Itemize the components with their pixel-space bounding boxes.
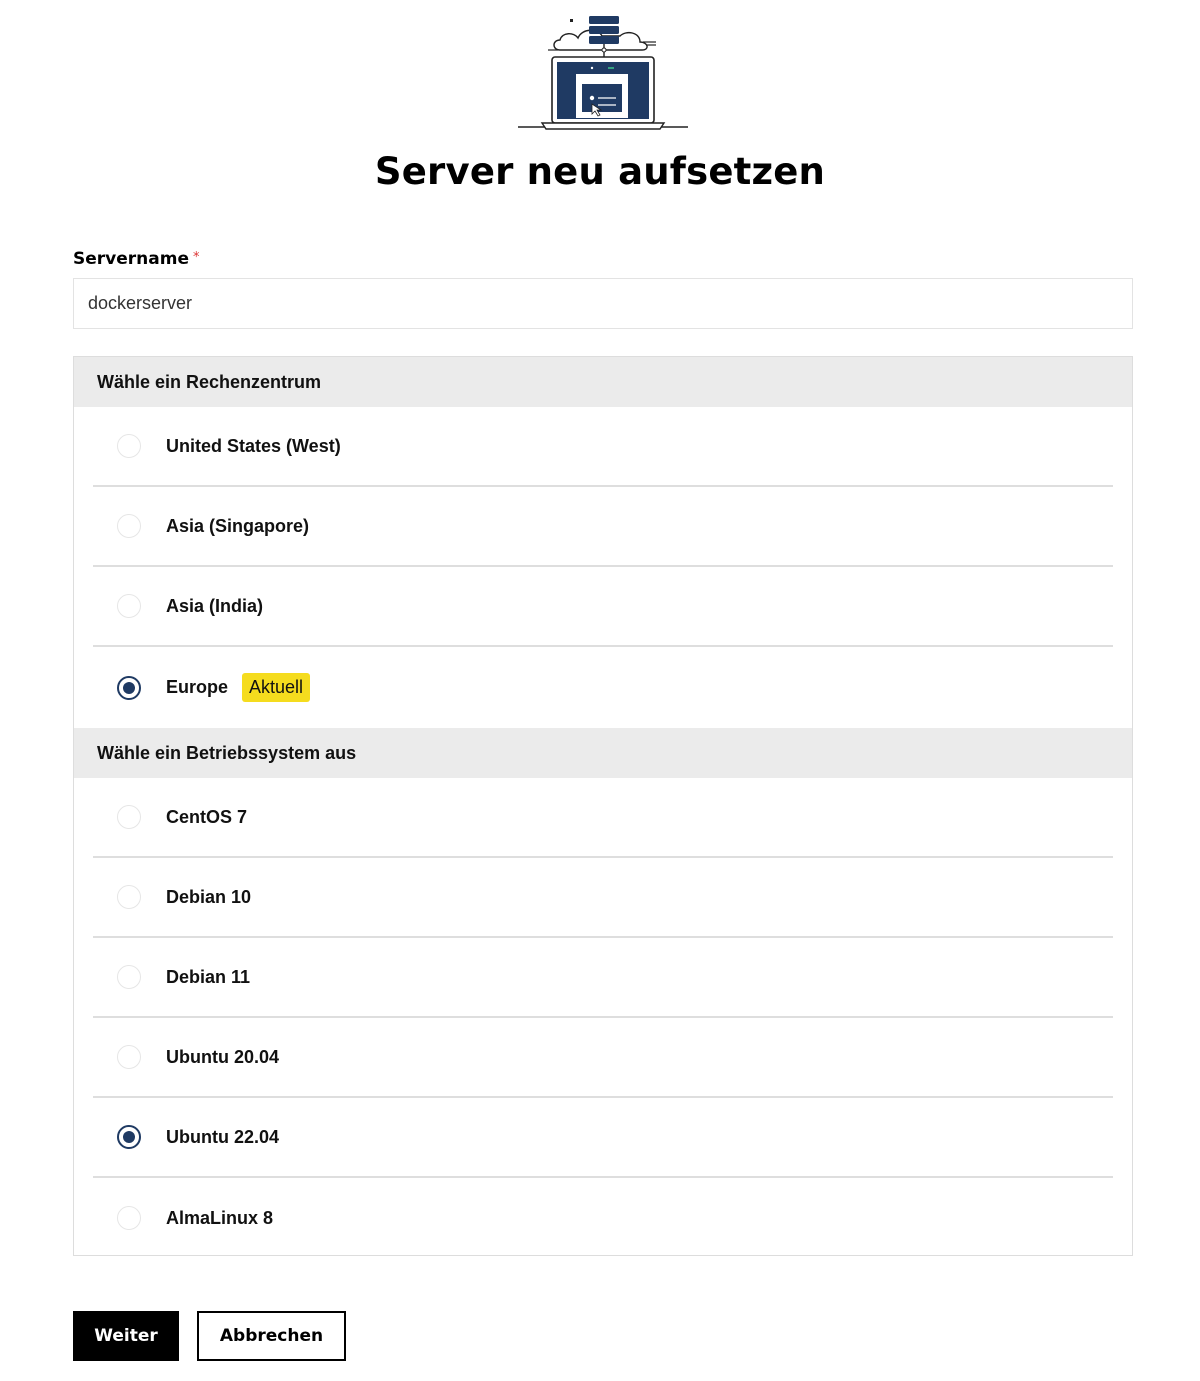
- datacenter-option-asia-singapore[interactable]: [93, 487, 1113, 567]
- required-mark: *: [192, 250, 200, 265]
- option-label: CentOS 7: [166, 806, 248, 827]
- os-option-ubuntu-22-04[interactable]: [93, 1098, 1113, 1178]
- os-options: [74, 778, 1132, 1258]
- radio-button[interactable]: [117, 885, 141, 909]
- radio-button-checked[interactable]: [117, 676, 141, 700]
- radio-button[interactable]: [117, 514, 141, 538]
- radio-button[interactable]: [117, 434, 141, 458]
- option-label: Asia (Singapore): [166, 515, 310, 536]
- next-button[interactable]: Weiter: [73, 1311, 179, 1361]
- option-label: United States (West): [166, 435, 341, 456]
- datacenter-option-us-west[interactable]: [93, 407, 1113, 487]
- os-option-centos-7[interactable]: [93, 778, 1113, 858]
- server-laptop-illustration-icon: [516, 12, 690, 134]
- option-label: Asia (India): [166, 595, 264, 616]
- radio-button[interactable]: [117, 965, 141, 989]
- option-label: Ubuntu 20.04: [166, 1046, 280, 1067]
- option-label: Debian 10: [166, 886, 252, 907]
- radio-button[interactable]: [117, 805, 141, 829]
- current-badge: Aktuell: [242, 673, 310, 702]
- datacenter-section-header: Wähle ein Rechenzentrum: [74, 357, 1132, 407]
- servername-label-text: Servername: [73, 249, 189, 269]
- os-option-debian-11[interactable]: [93, 938, 1113, 1018]
- servername-label: [73, 249, 199, 269]
- page-title: Server neu aufsetzen: [374, 150, 826, 193]
- option-label: AlmaLinux 8: [166, 1207, 274, 1228]
- datacenter-options: [74, 407, 1132, 728]
- datacenter-option-asia-india[interactable]: [93, 567, 1113, 647]
- radio-button[interactable]: [117, 1045, 141, 1069]
- os-option-almalinux-8[interactable]: [93, 1178, 1113, 1258]
- servername-input[interactable]: [73, 278, 1133, 329]
- option-label: Europe: [166, 677, 229, 697]
- radio-button[interactable]: [117, 594, 141, 618]
- os-option-ubuntu-20-04[interactable]: [93, 1018, 1113, 1098]
- datacenter-option-europe[interactable]: [93, 647, 1113, 728]
- option-label: Debian 11: [166, 966, 251, 987]
- os-section-header: Wähle ein Betriebssystem aus: [74, 728, 1132, 778]
- os-option-debian-10[interactable]: [93, 858, 1113, 938]
- option-label: Ubuntu 22.04: [166, 1126, 280, 1147]
- radio-button[interactable]: [117, 1206, 141, 1230]
- server-options-panel: [73, 356, 1133, 1256]
- radio-button-checked[interactable]: [117, 1125, 141, 1149]
- cancel-button[interactable]: Abbrechen: [197, 1311, 346, 1361]
